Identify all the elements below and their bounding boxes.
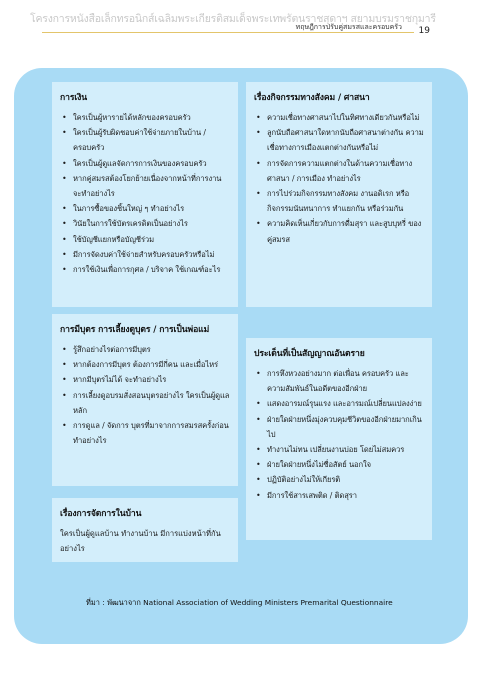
chapter-subtitle: ทฤษฎีการปรับคู่สมรสและครอบครัว bbox=[295, 23, 402, 31]
list-item: • ใครเป็นผู้รับผิดชอบค่าใช้จ่ายภายในบ้าน / ครอบครัว bbox=[60, 125, 230, 155]
list-item: • ใครเป็นผู้ดูแลจัดการการเงินของครอบครัว bbox=[60, 156, 230, 171]
list-item: • การเลี้ยงดูอบรมสั่งสอนบุตรอย่างไร ใครเป็นผู้ดูแลหลัก bbox=[60, 388, 230, 418]
list-item: • ใช้บัญชีแยกหรือบัญชีร่วม bbox=[60, 232, 230, 247]
list-item: • ใครเป็นผู้หารายได้หลักของครอบครัว bbox=[60, 110, 230, 125]
header-rule bbox=[42, 32, 414, 33]
item-list bbox=[60, 110, 230, 277]
list-item: • การจัดการความแตกต่างในด้านความเชื่อทางศาสนา / การเมือง ทำอย่างไร bbox=[254, 156, 424, 186]
list-item: • การดูแล / จัดการ บุตรที่มาจากการสมรสครั้งก่อน ทำอย่างไร bbox=[60, 418, 230, 448]
list-item: • ทำงานไม่ทน เปลี่ยนงานบ่อย โดยไม่สมควร bbox=[254, 442, 424, 457]
section-title: ประเด็นที่เป็นสัญญาณอันตราย bbox=[254, 349, 365, 359]
section-title: เรื่องการจัดการในบ้าน bbox=[60, 509, 142, 519]
list-item: • หากต้องการมีบุตร ต้องการมีกี่คน และเมื่อไหร่ bbox=[60, 357, 230, 372]
list-item: • การใช้เงินเพื่อการกุศล / บริจาค ใช้เกณฑ์อะไร bbox=[60, 262, 230, 277]
list-item: • ความเชื่อทางศาสนาไปในทิศทางเดียวกันหรือไม่ bbox=[254, 110, 424, 125]
section-text: ใครเป็นผู้ดูแลบ้าน ทำงานบ้าน มีการแบ่งหน้าที่กันอย่างไร bbox=[60, 529, 221, 553]
list-item: • ในการซื้อของชิ้นใหญ่ ๆ ทำอย่างไร bbox=[60, 201, 230, 216]
list-item: • มีการจัดงบค่าใช้จ่ายสำหรับครอบครัวหรือไม่ bbox=[60, 247, 230, 262]
list-item: • ความคิดเห็นเกี่ยวกับการดื่มสุรา และสูบบุหรี่ ของคู่สมรส bbox=[254, 216, 424, 246]
section-finance bbox=[52, 82, 238, 307]
section-children-parenting bbox=[52, 314, 238, 486]
item-list bbox=[60, 342, 230, 448]
section-title: การมีบุตร การเลี้ยงดูบุตร / การเป็นพ่อแม่ bbox=[60, 325, 210, 335]
section-title: เรื่องกิจกรรมทางสังคม / ศาสนา bbox=[254, 93, 370, 103]
item-list bbox=[254, 366, 424, 503]
list-item: • หากมีบุตรไม่ได้ จะทำอย่างไร bbox=[60, 372, 230, 387]
section-title: การเงิน bbox=[60, 93, 88, 103]
series-title: โครงการหนังสือเล็กทรอนิกส์เฉลิมพระเกียรติสมเด็จพระเทพรัตนราชสุดาฯ สยามบรมราชกุมารี bbox=[30, 13, 436, 25]
list-item: • วินัยในการใช้บัตรเครดิตเป็นอย่างไร bbox=[60, 216, 230, 231]
list-item: • หากคู่สมรสต้องโยกย้ายเนื่องจากหน้าที่การงาน จะทำอย่างไร bbox=[60, 171, 230, 201]
list-item: • รู้สึกอย่างไรต่อการมีบุตร bbox=[60, 342, 230, 357]
list-item: • ปฏิบัติอย่างไม่ให้เกียรติ bbox=[254, 472, 424, 487]
list-item: • การหึงหวงอย่างมาก ต่อเพื่อน ครอบครัว และความสัมพันธ์ในอดีตของอีกฝ่าย bbox=[254, 366, 424, 396]
list-item: • ฝ่ายใดฝ่ายหนึ่งมุ่งควบคุมชีวิตของอีกฝ่ายมากเกินไป bbox=[254, 412, 424, 442]
page-number: 19 bbox=[418, 26, 430, 36]
section-warning-signs bbox=[246, 338, 432, 540]
list-item: • แสดงอารมณ์รุนแรง และอารมณ์เปลี่ยนแปลงง่าย bbox=[254, 396, 424, 411]
list-item: • ฝ่ายใดฝ่ายหนึ่งไม่ซื่อสัตย์ นอกใจ bbox=[254, 457, 424, 472]
list-item: • มีการใช้สารเสพติด / ติดสุรา bbox=[254, 488, 424, 503]
section-household bbox=[52, 498, 238, 562]
item-list bbox=[254, 110, 424, 247]
list-item: • การไปร่วมกิจกรรมทางสังคม งานอดิเรก หรือกิจกรรมนันทนาการ ทำแยกกัน หรือร่วมกัน bbox=[254, 186, 424, 216]
section-social-religion bbox=[246, 82, 432, 307]
list-item: • ลูกนับถือศาสนาใดหากนับถือศาสนาต่างกัน ความเชื่อทางการเมืองแตกต่างกันหรือไม่ bbox=[254, 125, 424, 155]
source-note: ที่มา : พัฒนาจาก National Association of Wedding Ministers Premarital Questionnaire bbox=[86, 598, 393, 607]
